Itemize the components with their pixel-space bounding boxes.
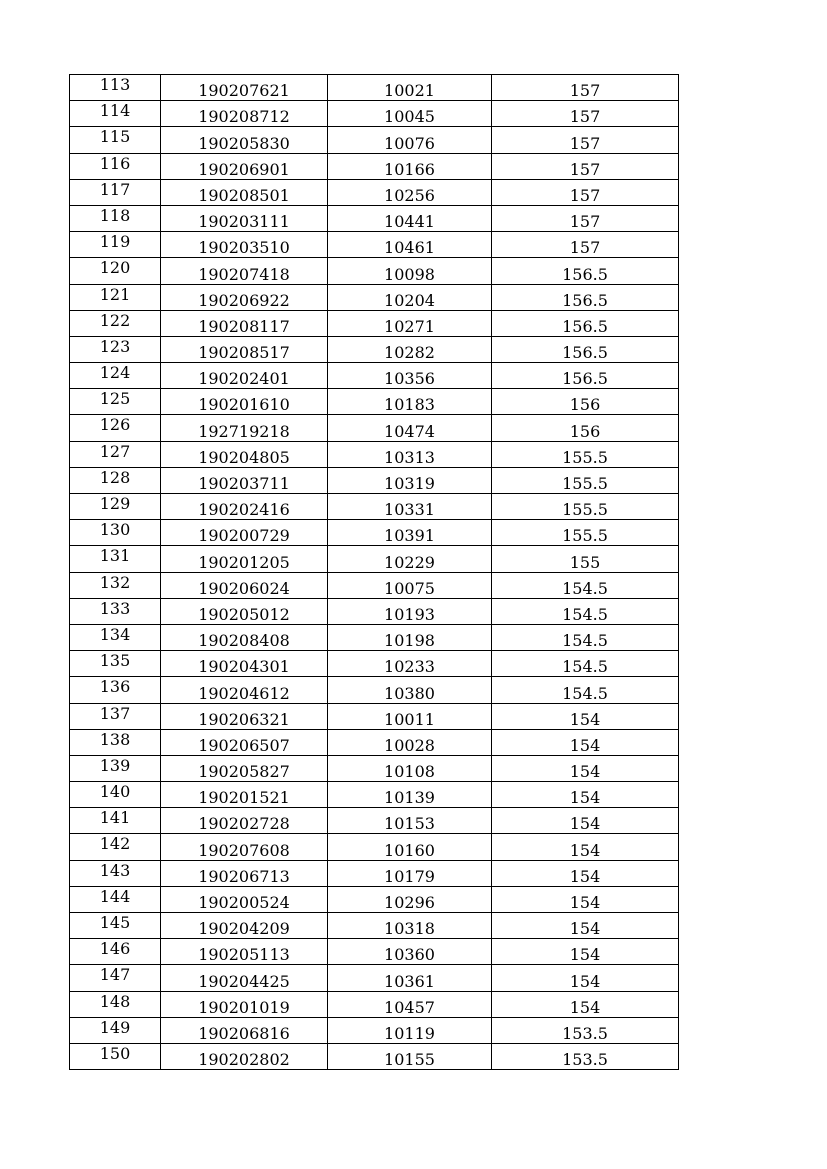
exam-number-cell: 10271 bbox=[328, 310, 492, 336]
student-id-cell: 190208408 bbox=[161, 624, 328, 650]
score-cell: 154 bbox=[492, 755, 679, 781]
rank-cell: 131 bbox=[70, 546, 161, 572]
rank-cell: 114 bbox=[70, 101, 161, 127]
student-id-cell: 190202416 bbox=[161, 494, 328, 520]
student-id-cell: 190206321 bbox=[161, 703, 328, 729]
rank-cell: 136 bbox=[70, 677, 161, 703]
exam-number-cell: 10474 bbox=[328, 415, 492, 441]
exam-number-cell: 10021 bbox=[328, 75, 492, 101]
student-id-cell: 190204209 bbox=[161, 913, 328, 939]
rank-cell: 132 bbox=[70, 572, 161, 598]
score-cell: 156.5 bbox=[492, 284, 679, 310]
exam-number-cell: 10108 bbox=[328, 755, 492, 781]
student-id-cell: 190202401 bbox=[161, 363, 328, 389]
student-id-cell: 190202802 bbox=[161, 1043, 328, 1069]
table-row bbox=[70, 703, 679, 729]
exam-number-cell: 10318 bbox=[328, 913, 492, 939]
table-row bbox=[70, 860, 679, 886]
exam-number-cell: 10361 bbox=[328, 965, 492, 991]
table-row bbox=[70, 729, 679, 755]
exam-number-cell: 10139 bbox=[328, 782, 492, 808]
score-cell: 156.5 bbox=[492, 336, 679, 362]
student-id-cell: 190204805 bbox=[161, 441, 328, 467]
exam-number-cell: 10076 bbox=[328, 127, 492, 153]
rank-cell: 138 bbox=[70, 729, 161, 755]
table-row bbox=[70, 232, 679, 258]
exam-number-cell: 10045 bbox=[328, 101, 492, 127]
rank-cell: 141 bbox=[70, 808, 161, 834]
exam-number-cell: 10313 bbox=[328, 441, 492, 467]
student-id-cell: 190205012 bbox=[161, 598, 328, 624]
score-cell: 154 bbox=[492, 913, 679, 939]
exam-number-cell: 10179 bbox=[328, 860, 492, 886]
table-row bbox=[70, 572, 679, 598]
score-cell: 157 bbox=[492, 153, 679, 179]
score-cell: 155.5 bbox=[492, 494, 679, 520]
score-cell: 154.5 bbox=[492, 677, 679, 703]
score-cell: 154.5 bbox=[492, 651, 679, 677]
student-id-cell: 190201521 bbox=[161, 782, 328, 808]
table-row bbox=[70, 808, 679, 834]
table-row bbox=[70, 782, 679, 808]
rank-cell: 122 bbox=[70, 310, 161, 336]
rank-cell: 130 bbox=[70, 520, 161, 546]
score-table-body bbox=[70, 75, 679, 1070]
exam-number-cell: 10198 bbox=[328, 624, 492, 650]
table-row bbox=[70, 991, 679, 1017]
exam-number-cell: 10441 bbox=[328, 205, 492, 231]
score-table bbox=[69, 74, 679, 1070]
score-cell: 157 bbox=[492, 101, 679, 127]
table-row bbox=[70, 834, 679, 860]
exam-number-cell: 10360 bbox=[328, 939, 492, 965]
rank-cell: 148 bbox=[70, 991, 161, 1017]
exam-number-cell: 10204 bbox=[328, 284, 492, 310]
student-id-cell: 190206901 bbox=[161, 153, 328, 179]
student-id-cell: 190200524 bbox=[161, 886, 328, 912]
exam-number-cell: 10282 bbox=[328, 336, 492, 362]
student-id-cell: 190206024 bbox=[161, 572, 328, 598]
student-id-cell: 190201019 bbox=[161, 991, 328, 1017]
table-row bbox=[70, 336, 679, 362]
table-row bbox=[70, 153, 679, 179]
table-row bbox=[70, 415, 679, 441]
score-cell: 154 bbox=[492, 965, 679, 991]
table-row bbox=[70, 520, 679, 546]
rank-cell: 142 bbox=[70, 834, 161, 860]
table-row bbox=[70, 494, 679, 520]
exam-number-cell: 10183 bbox=[328, 389, 492, 415]
exam-number-cell: 10319 bbox=[328, 467, 492, 493]
student-id-cell: 190203510 bbox=[161, 232, 328, 258]
rank-cell: 128 bbox=[70, 467, 161, 493]
student-id-cell: 190203711 bbox=[161, 467, 328, 493]
score-cell: 157 bbox=[492, 205, 679, 231]
exam-number-cell: 10028 bbox=[328, 729, 492, 755]
student-id-cell: 190206713 bbox=[161, 860, 328, 886]
score-cell: 154 bbox=[492, 782, 679, 808]
table-row bbox=[70, 624, 679, 650]
rank-cell: 137 bbox=[70, 703, 161, 729]
rank-cell: 135 bbox=[70, 651, 161, 677]
rank-cell: 149 bbox=[70, 1017, 161, 1043]
score-cell: 155.5 bbox=[492, 520, 679, 546]
rank-cell: 146 bbox=[70, 939, 161, 965]
rank-cell: 125 bbox=[70, 389, 161, 415]
table-row bbox=[70, 284, 679, 310]
exam-number-cell: 10119 bbox=[328, 1017, 492, 1043]
score-cell: 157 bbox=[492, 179, 679, 205]
score-cell: 157 bbox=[492, 75, 679, 101]
exam-number-cell: 10256 bbox=[328, 179, 492, 205]
table-row bbox=[70, 939, 679, 965]
rank-cell: 115 bbox=[70, 127, 161, 153]
rank-cell: 113 bbox=[70, 75, 161, 101]
rank-cell: 147 bbox=[70, 965, 161, 991]
score-cell: 153.5 bbox=[492, 1043, 679, 1069]
score-cell: 154 bbox=[492, 939, 679, 965]
table-row bbox=[70, 913, 679, 939]
exam-number-cell: 10166 bbox=[328, 153, 492, 179]
exam-number-cell: 10391 bbox=[328, 520, 492, 546]
table-row bbox=[70, 310, 679, 336]
exam-number-cell: 10457 bbox=[328, 991, 492, 1017]
student-id-cell: 190208501 bbox=[161, 179, 328, 205]
score-cell: 154 bbox=[492, 703, 679, 729]
student-id-cell: 190207418 bbox=[161, 258, 328, 284]
table-row bbox=[70, 1017, 679, 1043]
score-cell: 155.5 bbox=[492, 441, 679, 467]
rank-cell: 120 bbox=[70, 258, 161, 284]
rank-cell: 140 bbox=[70, 782, 161, 808]
table-row bbox=[70, 441, 679, 467]
rank-cell: 124 bbox=[70, 363, 161, 389]
exam-number-cell: 10160 bbox=[328, 834, 492, 860]
table-row bbox=[70, 965, 679, 991]
table-row bbox=[70, 389, 679, 415]
rank-cell: 121 bbox=[70, 284, 161, 310]
score-cell: 154 bbox=[492, 860, 679, 886]
student-id-cell: 190204612 bbox=[161, 677, 328, 703]
rank-cell: 145 bbox=[70, 913, 161, 939]
exam-number-cell: 10356 bbox=[328, 363, 492, 389]
score-cell: 154 bbox=[492, 834, 679, 860]
table-row bbox=[70, 101, 679, 127]
student-id-cell: 190208712 bbox=[161, 101, 328, 127]
student-id-cell: 190204301 bbox=[161, 651, 328, 677]
student-id-cell: 190207608 bbox=[161, 834, 328, 860]
table-row bbox=[70, 1043, 679, 1069]
exam-number-cell: 10380 bbox=[328, 677, 492, 703]
rank-cell: 119 bbox=[70, 232, 161, 258]
student-id-cell: 190206922 bbox=[161, 284, 328, 310]
exam-number-cell: 10229 bbox=[328, 546, 492, 572]
rank-cell: 116 bbox=[70, 153, 161, 179]
score-cell: 154.5 bbox=[492, 598, 679, 624]
score-cell: 154.5 bbox=[492, 624, 679, 650]
student-id-cell: 190205113 bbox=[161, 939, 328, 965]
table-row bbox=[70, 755, 679, 781]
rank-cell: 123 bbox=[70, 336, 161, 362]
score-cell: 157 bbox=[492, 232, 679, 258]
student-id-cell: 190205827 bbox=[161, 755, 328, 781]
table-row bbox=[70, 258, 679, 284]
exam-number-cell: 10193 bbox=[328, 598, 492, 624]
student-id-cell: 190201205 bbox=[161, 546, 328, 572]
student-id-cell: 190202728 bbox=[161, 808, 328, 834]
student-id-cell: 192719218 bbox=[161, 415, 328, 441]
rank-cell: 133 bbox=[70, 598, 161, 624]
table-row bbox=[70, 651, 679, 677]
score-cell: 155 bbox=[492, 546, 679, 572]
exam-number-cell: 10011 bbox=[328, 703, 492, 729]
score-cell: 154 bbox=[492, 886, 679, 912]
score-cell: 154 bbox=[492, 729, 679, 755]
table-row bbox=[70, 205, 679, 231]
rank-cell: 143 bbox=[70, 860, 161, 886]
score-cell: 157 bbox=[492, 127, 679, 153]
table-row bbox=[70, 546, 679, 572]
rank-cell: 117 bbox=[70, 179, 161, 205]
rank-cell: 139 bbox=[70, 755, 161, 781]
table-row bbox=[70, 598, 679, 624]
exam-number-cell: 10153 bbox=[328, 808, 492, 834]
score-cell: 155.5 bbox=[492, 467, 679, 493]
student-id-cell: 190208117 bbox=[161, 310, 328, 336]
rank-cell: 118 bbox=[70, 205, 161, 231]
student-id-cell: 190207621 bbox=[161, 75, 328, 101]
score-cell: 156 bbox=[492, 415, 679, 441]
rank-cell: 150 bbox=[70, 1043, 161, 1069]
table-row bbox=[70, 127, 679, 153]
score-cell: 153.5 bbox=[492, 1017, 679, 1043]
exam-number-cell: 10461 bbox=[328, 232, 492, 258]
table-row bbox=[70, 179, 679, 205]
rank-cell: 144 bbox=[70, 886, 161, 912]
exam-number-cell: 10296 bbox=[328, 886, 492, 912]
student-id-cell: 190206816 bbox=[161, 1017, 328, 1043]
score-cell: 154 bbox=[492, 808, 679, 834]
student-id-cell: 190203111 bbox=[161, 205, 328, 231]
student-id-cell: 190206507 bbox=[161, 729, 328, 755]
exam-number-cell: 10331 bbox=[328, 494, 492, 520]
score-cell: 156.5 bbox=[492, 363, 679, 389]
student-id-cell: 190201610 bbox=[161, 389, 328, 415]
table-row bbox=[70, 677, 679, 703]
rank-cell: 127 bbox=[70, 441, 161, 467]
score-cell: 156.5 bbox=[492, 258, 679, 284]
student-id-cell: 190204425 bbox=[161, 965, 328, 991]
score-cell: 156.5 bbox=[492, 310, 679, 336]
exam-number-cell: 10155 bbox=[328, 1043, 492, 1069]
exam-number-cell: 10233 bbox=[328, 651, 492, 677]
table-row bbox=[70, 363, 679, 389]
score-cell: 154 bbox=[492, 991, 679, 1017]
table-row bbox=[70, 467, 679, 493]
score-cell: 154.5 bbox=[492, 572, 679, 598]
student-id-cell: 190208517 bbox=[161, 336, 328, 362]
exam-number-cell: 10075 bbox=[328, 572, 492, 598]
rank-cell: 129 bbox=[70, 494, 161, 520]
rank-cell: 126 bbox=[70, 415, 161, 441]
table-row bbox=[70, 75, 679, 101]
exam-number-cell: 10098 bbox=[328, 258, 492, 284]
table-row bbox=[70, 886, 679, 912]
student-id-cell: 190205830 bbox=[161, 127, 328, 153]
student-id-cell: 190200729 bbox=[161, 520, 328, 546]
rank-cell: 134 bbox=[70, 624, 161, 650]
score-cell: 156 bbox=[492, 389, 679, 415]
